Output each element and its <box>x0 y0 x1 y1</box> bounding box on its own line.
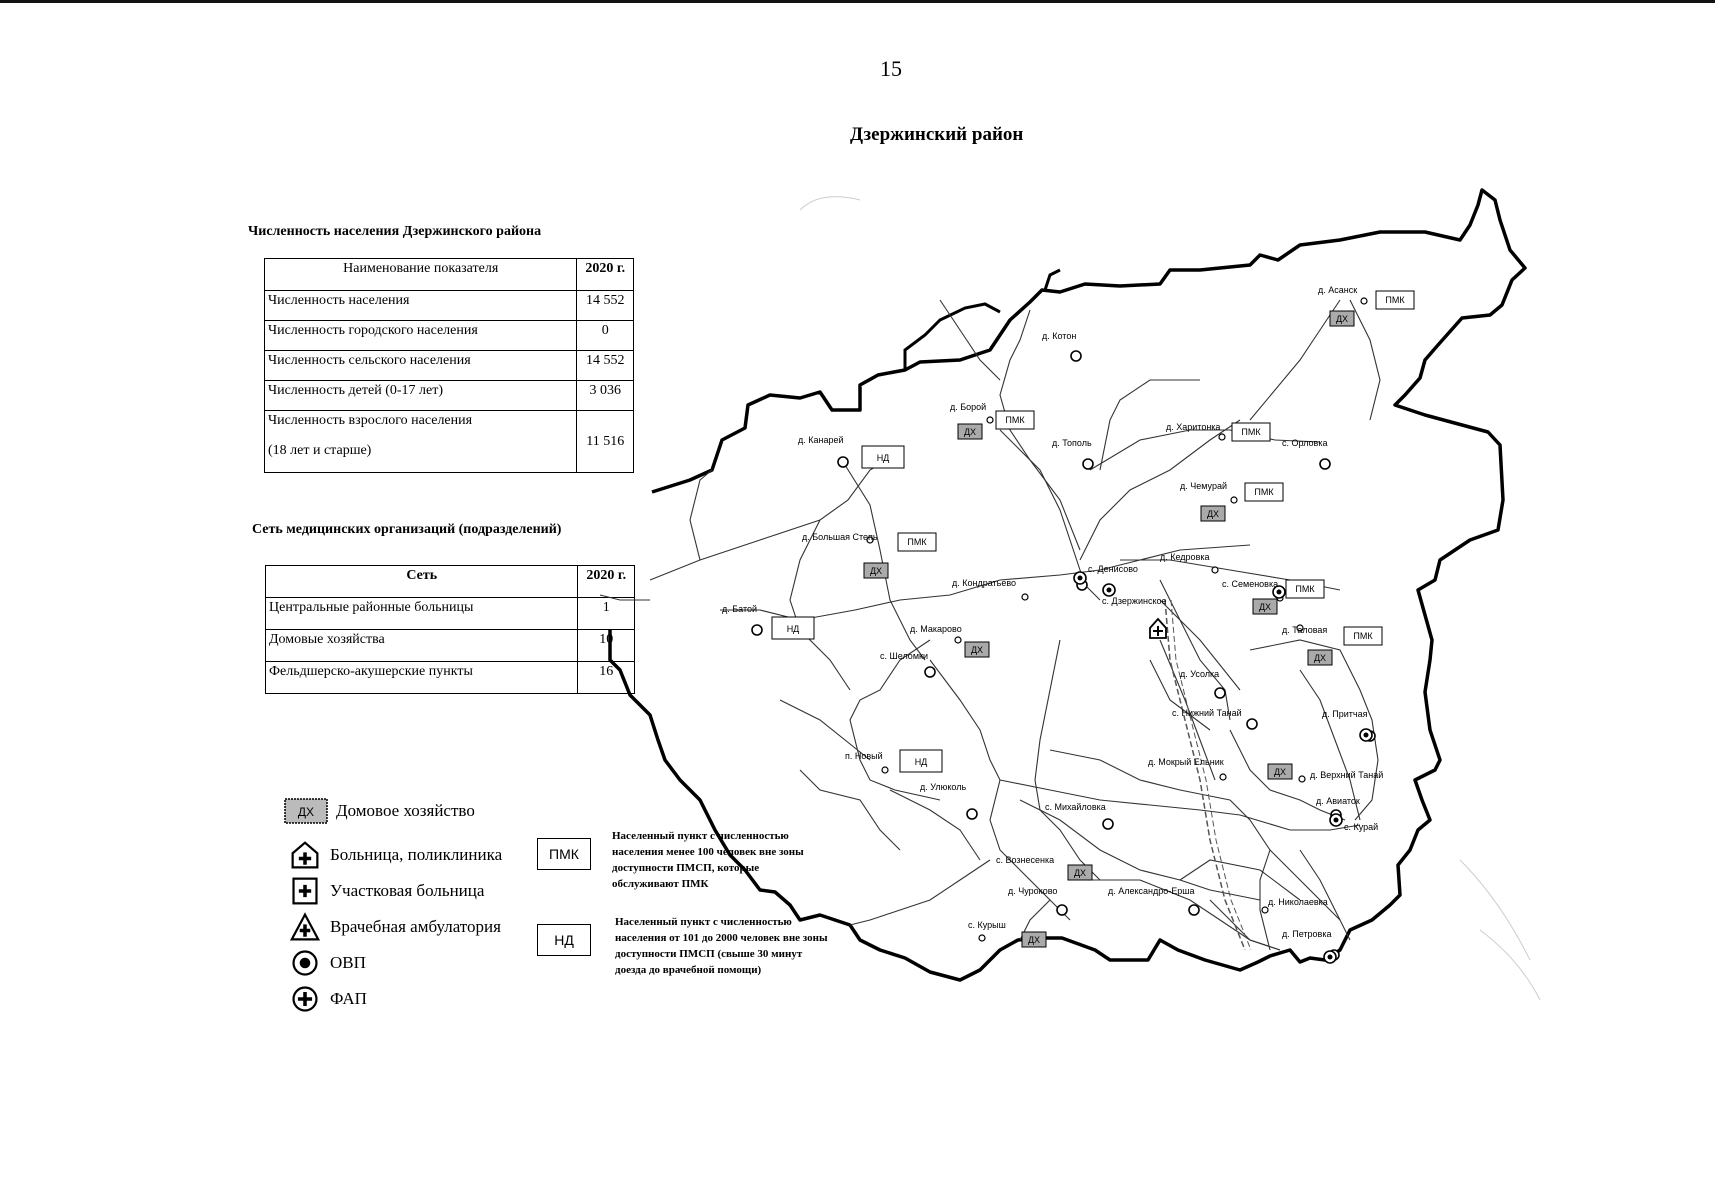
svg-text:ДХ: ДХ <box>1073 868 1087 878</box>
map-label: д. Харитонка <box>1166 422 1221 432</box>
map-label: п. Новый <box>845 751 883 761</box>
nd-symbol-box: НД <box>537 924 591 956</box>
table-cell: 11 516 <box>577 411 634 473</box>
nd-box <box>862 446 904 468</box>
household-icon <box>1068 865 1092 880</box>
svg-text:ПМК: ПМК <box>1241 427 1261 437</box>
boundary-segment <box>1045 270 1060 290</box>
table-cell: 1 <box>578 598 635 630</box>
map-label: с. Михайловка <box>1045 802 1106 812</box>
nd-box <box>772 617 814 639</box>
map-label: с. Дзержинское <box>1102 596 1167 606</box>
pmk-legend-text: Населенный пункт с численностью населения менее 100 человек вне зоны доступности ПМСП, которые обслуживают ПМК <box>612 830 804 890</box>
fap-icon <box>838 457 848 467</box>
pmk-box <box>1286 580 1324 598</box>
fap-icon <box>1189 905 1199 915</box>
fap-icon <box>925 667 935 677</box>
table-header: Наименование показателя <box>265 259 577 291</box>
map-label: д. Таловая <box>1282 625 1328 635</box>
legend-label: Врачебная амбулатория <box>330 917 501 936</box>
table-cell: Численность детей (0-17 лет) <box>265 381 577 411</box>
svg-text:ПМК: ПМК <box>907 537 927 547</box>
population-title: Численность населения Дзержинского района <box>248 224 542 239</box>
table-cell: Численность сельского населения <box>265 351 577 381</box>
pmk-box <box>1245 483 1283 501</box>
svg-text:НД: НД <box>914 757 928 767</box>
svg-text:ДХ: ДХ <box>1258 602 1272 612</box>
svg-text:ДХ: ДХ <box>1206 509 1220 519</box>
map-label: с. Шеломки <box>880 651 928 661</box>
map-label: д. Тополь <box>1052 438 1092 448</box>
map-label: д. Канарей <box>798 435 844 445</box>
legend-label: Участковая больница <box>330 881 485 900</box>
map-label: д. Мокрый Ельник <box>1148 757 1224 767</box>
svg-text:ДХ: ДХ <box>963 427 977 437</box>
map-label: с. Орловка <box>1282 438 1328 448</box>
map-label: д. Верхний Танай <box>1310 770 1384 780</box>
svg-text:ДХ: ДХ <box>1027 935 1041 945</box>
settlement-labels <box>722 285 1383 939</box>
map-label: с. Вознесенка <box>996 855 1055 865</box>
pmk-box <box>1376 291 1414 309</box>
household-icon <box>864 563 888 578</box>
map-label: с. Курыш <box>968 920 1006 930</box>
map-label: д. Усолка <box>1180 669 1220 679</box>
table-cell: Численность городского населения <box>265 321 577 351</box>
svg-text:ПМК: ПМК <box>1295 584 1315 594</box>
table-cell-line: (18 лет и старше) <box>268 443 372 458</box>
fap-icon <box>1103 819 1113 829</box>
fap-icon <box>1071 351 1081 361</box>
map-label: д. Чуроково <box>1008 886 1058 896</box>
household-icon <box>1268 764 1292 779</box>
legend-label: Домовое хозяйство <box>336 801 475 820</box>
map-label: с. Денисово <box>1088 564 1138 574</box>
map-label: д. Петровка <box>1282 929 1332 939</box>
table-header: 2020 г. <box>578 566 635 598</box>
background-texture <box>800 197 1540 1000</box>
ovp-icon <box>1330 814 1342 826</box>
map-label: д. Авиаток <box>1316 796 1360 806</box>
map-label: д. Кондратьево <box>952 578 1017 588</box>
pmk-box <box>898 533 936 551</box>
svg-text:ПМК: ПМК <box>1005 415 1025 425</box>
table-cell: 14 552 <box>577 351 634 381</box>
svg-text:ДХ: ДХ <box>970 645 984 655</box>
map-label: д. Батой <box>722 604 758 614</box>
table-cell: 14 552 <box>577 291 634 321</box>
fap-icon <box>1083 459 1093 469</box>
svg-text:НД: НД <box>876 453 890 463</box>
table-header: 2020 г. <box>577 259 634 291</box>
table-cell: Центральные районные больницы <box>266 598 578 630</box>
fap-icon <box>967 809 977 819</box>
svg-text:ПМК: ПМК <box>1254 487 1274 497</box>
legend-label: Больница, поликлиника <box>330 845 503 864</box>
household-icon <box>1201 506 1225 521</box>
pmk-box <box>1232 423 1270 441</box>
svg-text:ДХ: ДХ <box>869 566 883 576</box>
table-cell: Фельдшерско-акушерские пункты <box>266 662 578 694</box>
household-icon <box>1308 650 1332 665</box>
svg-text:ДХ: ДХ <box>1335 314 1349 324</box>
map-label: д. Кедровка <box>1160 552 1210 562</box>
railway <box>1165 600 1251 950</box>
ovp-icon <box>1074 572 1086 584</box>
svg-text:ДХ: ДХ <box>297 805 315 819</box>
pmk-box <box>1344 627 1382 645</box>
table-cell-line: Численность взрослого населения <box>268 413 473 428</box>
page-number: 15 <box>880 56 902 81</box>
legend-label: ФАП <box>330 989 367 1008</box>
settlement-points <box>867 298 1367 941</box>
page-title: Дзержинский район <box>850 124 1024 145</box>
map-label: д. Притчая <box>1322 709 1368 719</box>
network-title: Сеть медицинских организаций (подразделений) <box>252 522 562 537</box>
nd-box <box>900 750 942 772</box>
svg-text:ДХ: ДХ <box>1273 767 1287 777</box>
map-label: с. Семеновка <box>1222 579 1279 589</box>
svg-text:НД: НД <box>786 624 800 634</box>
map-label: д. Чемурай <box>1180 481 1227 491</box>
fap-icon <box>1320 459 1330 469</box>
table-header: Сеть <box>266 566 578 598</box>
table-cell: 16 <box>578 662 635 694</box>
svg-text:ПМК: ПМК <box>1353 631 1373 641</box>
household-icon <box>1022 932 1046 947</box>
table-cell: Численность населения <box>265 291 577 321</box>
fap-icon <box>1057 905 1067 915</box>
nd-legend-text: Населенный пункт с численностью населения от 101 до 2000 человек вне зоны доступности ПМСП (свыше 30 минут доезда до врачебной помощи) <box>615 916 828 976</box>
fap-icon <box>1215 688 1225 698</box>
map-label: с. Курай <box>1344 822 1379 832</box>
table-cell: 10 <box>578 630 635 662</box>
map-label: д. Борой <box>950 402 987 412</box>
svg-text:ПМК: ПМК <box>1385 295 1405 305</box>
table-cell: Домовые хозяйства <box>266 630 578 662</box>
household-icon <box>1253 599 1277 614</box>
fap-icon <box>752 625 762 635</box>
svg-text:ДХ: ДХ <box>1313 653 1327 663</box>
household-icon <box>1330 311 1354 326</box>
household-icon <box>958 424 982 439</box>
road-network <box>600 300 1380 950</box>
ovp-icon <box>1324 951 1336 963</box>
pmk-box <box>996 411 1034 429</box>
fap-icon <box>1247 719 1257 729</box>
pmk-symbol-box: ПМК <box>537 838 591 870</box>
map-label: д. Улюколь <box>920 782 967 792</box>
ovp-icon <box>1360 729 1372 741</box>
map-label: д. Александро-Ерша <box>1108 886 1195 896</box>
table-cell: 3 036 <box>577 381 634 411</box>
map-label: с. Нижний Танай <box>1172 708 1242 718</box>
map-label: д. Котон <box>1042 331 1077 341</box>
legend-label: ОВП <box>330 953 366 972</box>
table-cell: 0 <box>577 321 634 351</box>
map-label: д. Большая Степь <box>802 532 878 542</box>
household-icon <box>965 642 989 657</box>
ovp-icon <box>1103 584 1115 596</box>
map-label: д. Николаевка <box>1268 897 1328 907</box>
map-label: д. Макарово <box>910 624 962 634</box>
map-label: д. Асанск <box>1318 285 1358 295</box>
